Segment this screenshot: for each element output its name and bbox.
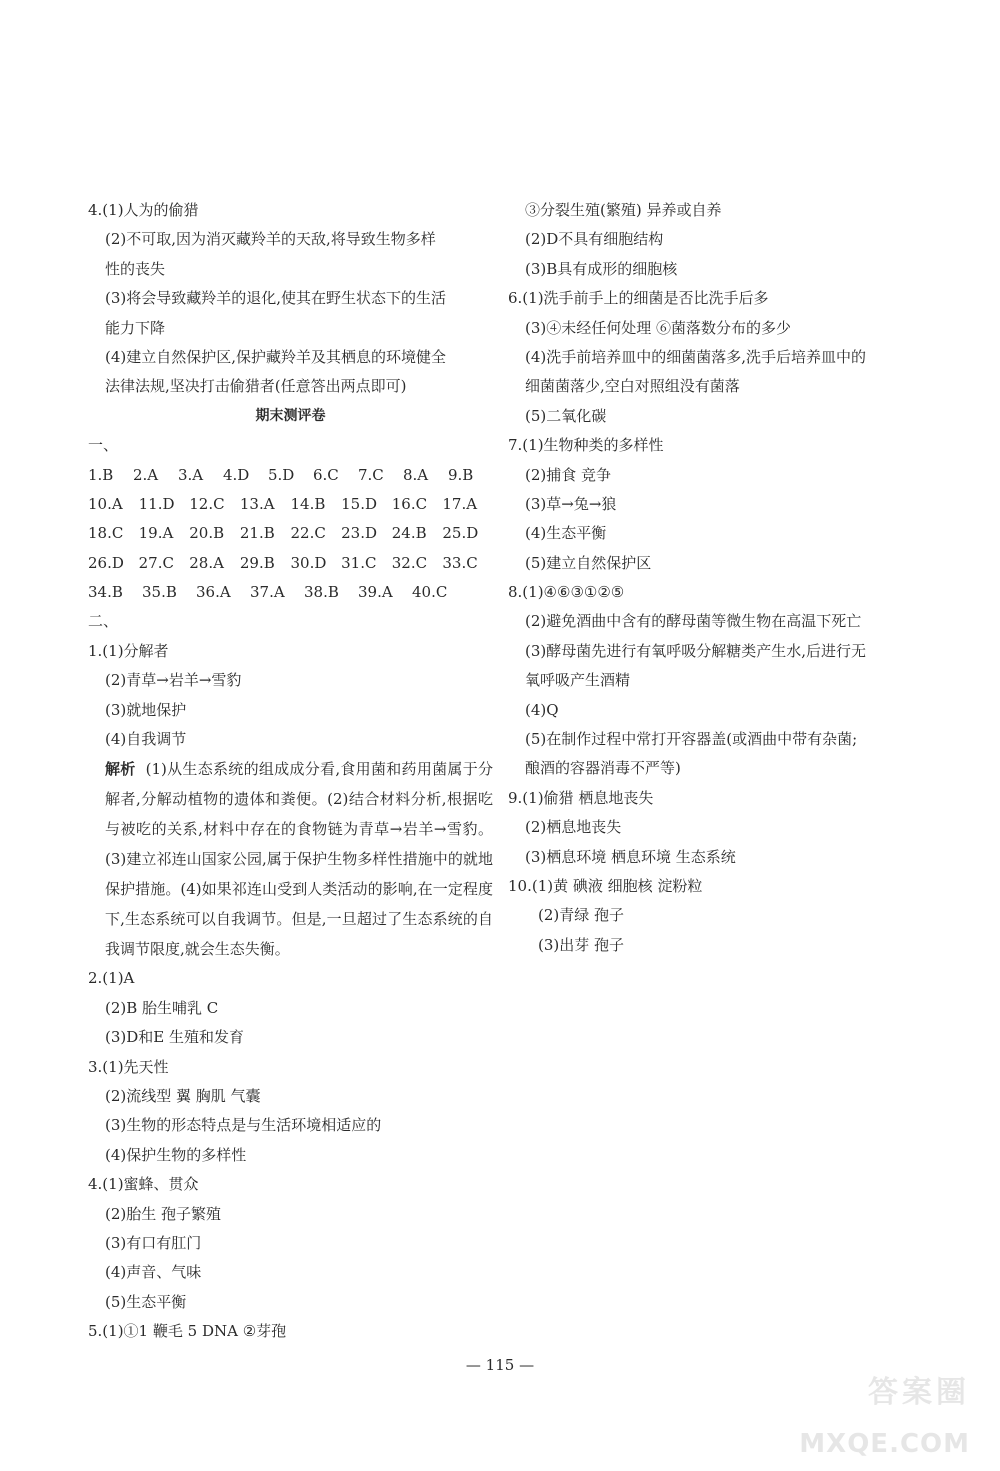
mc-answer: 24.B <box>391 524 427 543</box>
answer-block-3 <box>88 1053 493 1171</box>
mc-answer: 15.D <box>341 494 378 513</box>
explanation-text: (1)从生态系统的组成成分看,食用菌和药用菌属于分解者,分解动植物的遗体和粪便。(2)结合材料分析,根据吃与被吃的关系,材料中存在的食物链为青草→岩羊→雪豹。(3)建立祁连山国家公园,属于保护生物多样性措施中的就地保护措施。(4)如果祁连山受到人类活动的影响,在一定程度下,生态系统可以自我调节。但是,一旦超过了生态系统的自我调节限度,就会生态失衡。 <box>105 760 493 959</box>
answer-line: 细菌菌落少,空白对照组没有菌落 <box>525 377 740 396</box>
mc-answer: 21.B <box>239 524 275 543</box>
mc-answer: 11.D <box>138 494 175 513</box>
answer-line: (5)建立自然保护区 <box>525 553 652 572</box>
answer-block-2 <box>88 964 493 1052</box>
answer-line: 4.(1)人为的偷猎 <box>88 201 199 219</box>
mc-answer: 5.D <box>268 465 295 484</box>
answer-line: (3)酵母菌先进行有氧呼吸分解糖类产生水,后进行无 <box>525 641 867 660</box>
page-number: — 115 — <box>465 1356 535 1374</box>
answer-line: 3.(1)先天性 <box>88 1057 169 1076</box>
answer-line: (2)避免酒曲中含有的酵母菌等微生物在高温下死亡 <box>525 612 862 631</box>
mc-answer-row <box>88 461 493 490</box>
mc-answer: 20.B <box>189 524 225 543</box>
watermark-logo: 答案圈 <box>868 1375 970 1410</box>
mc-answer: 16.C <box>391 494 428 513</box>
answer-line: (4)保护生物的多样性 <box>105 1145 247 1164</box>
part-heading: 一、 <box>88 436 119 455</box>
mc-answer: 9.B <box>448 465 474 484</box>
answer-line: (3)④未经任何处理 ⑥菌落数分布的多少 <box>525 318 792 337</box>
mc-answer-row <box>88 578 493 607</box>
answer-line: 6.(1)洗手前手上的细菌是否比洗手后多 <box>508 289 769 308</box>
mc-answer: 1.B <box>88 465 114 484</box>
answer-line: 4.(1)蜜蜂、贯众 <box>88 1175 199 1194</box>
answer-line: (2)不可取,因为消灭藏羚羊的天敌,将导致生物多样 <box>105 230 436 249</box>
mc-answer: 31.C <box>341 553 377 572</box>
answer-line: (4)自我调节 <box>105 730 187 749</box>
answer-line: 5.(1)①1 鞭毛 5 DNA ②芽孢 <box>88 1322 287 1341</box>
answer-line: (3)就地保护 <box>105 700 187 719</box>
answer-line: 2.(1)A <box>88 969 135 988</box>
mc-answer: 13.A <box>239 494 275 513</box>
answer-line: 7.(1)生物种类的多样性 <box>508 436 664 455</box>
mc-answer: 2.A <box>133 465 159 484</box>
left-column <box>88 196 493 1347</box>
answer-block-5 <box>88 1317 493 1346</box>
explanation-label: 解析 <box>105 760 136 779</box>
answer-line: (2)青绿 孢子 <box>538 906 625 925</box>
answer-line: 法律法规,坚决打击偷猎者(任意答出两点即可) <box>105 377 407 396</box>
mc-answer: 12.C <box>189 494 225 513</box>
answer-line: (2)B 胎生哺乳 C <box>105 998 219 1017</box>
mc-answer: 28.A <box>189 553 224 572</box>
mc-answer: 35.B <box>142 583 177 602</box>
mc-answer: 19.A <box>138 524 174 543</box>
mc-answer-row <box>88 490 493 519</box>
answer-line: (2)栖息地丧失 <box>525 818 622 837</box>
answer-line: (4)生态平衡 <box>525 524 607 543</box>
answer-line: 酿酒的容器消毒不严等) <box>525 759 681 778</box>
answer-line: (3)草→兔→狼 <box>525 494 617 513</box>
mc-answer: 29.B <box>239 553 275 572</box>
answer-block-10 <box>508 872 908 960</box>
mc-answer: 10.A <box>88 494 123 513</box>
answer-line: (3)将会导致藏羚羊的退化,使其在野生状态下的生活 <box>105 289 447 308</box>
answer-line: (3)生物的形态特点是与生活环境相适应的 <box>105 1116 382 1135</box>
mc-answer: 14.B <box>290 494 326 513</box>
answer-line: (2)流线型 翼 胸肌 气囊 <box>105 1086 261 1105</box>
mc-answer: 38.B <box>304 583 339 602</box>
answer-block-7 <box>508 431 908 578</box>
answer-line: (3)有口有肛门 <box>105 1233 202 1252</box>
mc-answer: 23.D <box>341 524 378 543</box>
answer-line: (4)洗手前培养皿中的细菌菌落多,洗手后培养皿中的 <box>525 347 867 366</box>
answer-block-8 <box>508 578 908 784</box>
right-column <box>508 196 908 960</box>
mc-answer: 4.D <box>223 465 250 484</box>
mc-answer: 32.C <box>391 553 428 572</box>
mc-answer: 30.D <box>290 553 327 572</box>
mc-answer: 17.A <box>442 494 478 513</box>
mc-answer: 33.C <box>442 553 478 572</box>
answer-line: (3)D和E 生殖和发育 <box>105 1028 244 1047</box>
answer-block-q4 <box>88 196 493 402</box>
section-title: 期末测评卷 <box>255 407 326 424</box>
mc-answer: 8.A <box>403 465 429 484</box>
watermark-url: MXQE.COM <box>799 1429 970 1459</box>
answer-line: (5)生态平衡 <box>105 1292 187 1311</box>
mc-answer: 18.C <box>88 524 124 543</box>
explanation-paragraph <box>88 754 493 964</box>
answer-block-1 <box>88 637 493 965</box>
answer-block-6 <box>508 284 908 431</box>
mc-answer-grid <box>88 461 493 608</box>
answer-block-5-continued <box>508 196 908 284</box>
answer-line: (5)在制作过程中常打开容器盖(或酒曲中带有杂菌; <box>525 730 858 749</box>
answer-line: (2)青草→岩羊→雪豹 <box>105 671 242 690</box>
mc-answer: 7.C <box>358 465 384 484</box>
mc-answer: 36.A <box>196 583 231 602</box>
answer-line: (3)出芽 孢子 <box>538 935 625 954</box>
mc-answer: 22.C <box>290 524 326 543</box>
answer-line: (2)D不具有细胞结构 <box>525 230 664 249</box>
answer-line: (2)胎生 孢子繁殖 <box>105 1204 222 1223</box>
answer-line: 性的丧失 <box>105 259 166 278</box>
answer-line: 氧呼吸产生酒精 <box>525 671 631 690</box>
answer-line: (4)Q <box>525 700 559 719</box>
answer-line: 能力下降 <box>105 318 166 337</box>
answer-line: (3)栖息环境 栖息环境 生态系统 <box>525 847 736 866</box>
mc-answer: 25.D <box>442 524 479 543</box>
mc-answer: 3.A <box>178 465 204 484</box>
mc-answer: 6.C <box>313 465 339 484</box>
answer-line: 9.(1)偷猎 栖息地丧失 <box>508 788 654 807</box>
mc-answer: 37.A <box>250 583 285 602</box>
mc-answer-row <box>88 549 493 578</box>
mc-answer: 26.D <box>88 553 124 572</box>
mc-answer: 27.C <box>138 553 174 572</box>
answer-line: (3)B具有成形的细胞核 <box>525 259 678 278</box>
answer-line: (4)声音、气味 <box>105 1263 202 1282</box>
mc-answer: 39.A <box>358 583 393 602</box>
answer-line: (5)二氧化碳 <box>525 406 607 425</box>
mc-answer: 40.C <box>412 583 448 602</box>
answer-line: 8.(1)④⑥③①②⑤ <box>508 583 625 602</box>
answer-line: (2)捕食 竞争 <box>525 465 612 484</box>
answer-line: ③分裂生殖(繁殖) 异养或自养 <box>525 201 722 219</box>
mc-answer: 34.B <box>88 583 123 602</box>
answer-block-4 <box>88 1170 493 1317</box>
mc-answer-row <box>88 519 493 548</box>
part-heading: 二、 <box>88 612 119 631</box>
answer-line: 10.(1)黄 碘液 细胞核 淀粉粒 <box>508 876 703 895</box>
answer-line: (4)建立自然保护区,保护藏羚羊及其栖息的环境健全 <box>105 347 447 366</box>
answer-line: 1.(1)分解者 <box>88 641 169 660</box>
answer-block-9 <box>508 784 908 872</box>
